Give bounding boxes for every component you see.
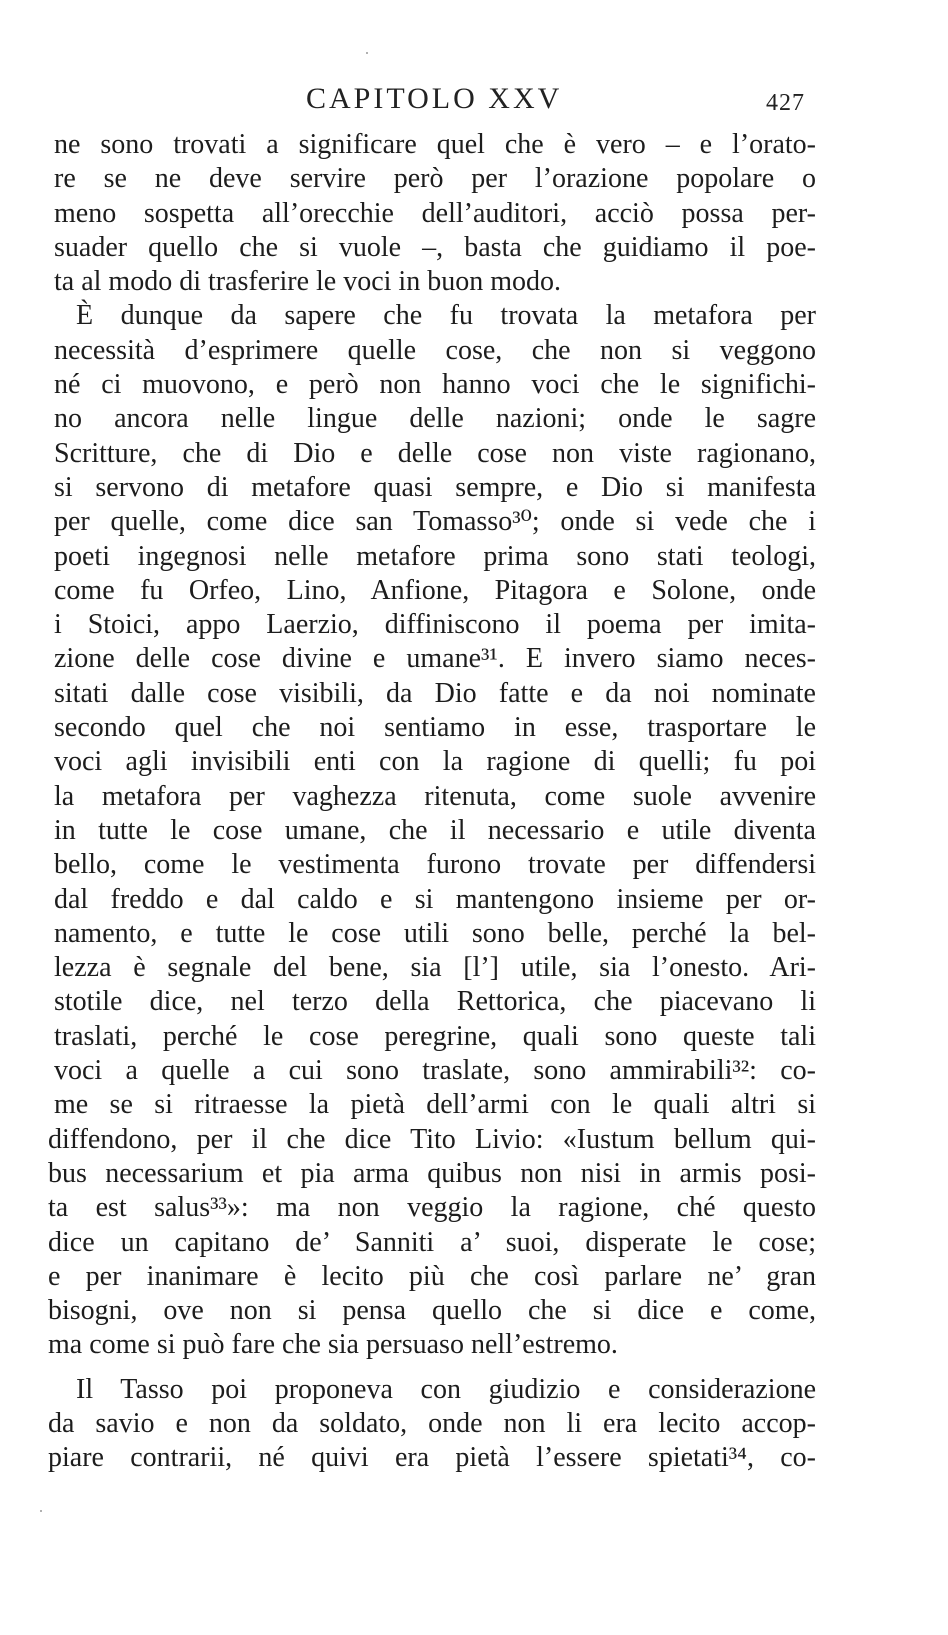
text-line: È dunque da sapere che fu trovata la metafora per (76, 300, 816, 332)
text-line: si servono di metafore quasi sempre, e Dio si manifesta (54, 471, 816, 503)
scan-speck (40, 1510, 42, 1512)
text-line: zione delle cose divine e umane³¹. E invero siamo neces- (54, 643, 816, 675)
page-number: 427 (766, 90, 805, 116)
text-line: suader quello che si vuole –, basta che guidiamo il poe- (54, 231, 816, 263)
text-line: voci a quelle a cui sono traslate, sono ammirabili³²: co- (54, 1055, 816, 1087)
text-line: Scritture, che di Dio e delle cose non viste ragionano, (54, 437, 816, 469)
text-line: necessità d’esprimere quelle cose, che non si veggono (54, 334, 816, 366)
text-line: per quelle, come dice san Tomasso³⁰; onde si vede che i (54, 506, 816, 538)
text-line: poeti ingegnosi nelle metafore prima sono stati teologi, (54, 540, 816, 572)
text-line: i Stoici, appo Laerzio, diffiniscono il poema per imita- (54, 609, 816, 641)
running-head: CAPITOLO XXV (306, 82, 563, 115)
text-line: bisogni, ove non si pensa quello che si dice e come, (48, 1295, 816, 1327)
text-line: lezza è segnale del bene, sia [l’] utile, sia l’onesto. Ari- (54, 952, 816, 984)
text-line: dice un capitano de’ Sanniti a’ suoi, disperate le cose; (48, 1226, 816, 1258)
scan-speck (366, 52, 368, 54)
paragraph-1 (46, 128, 816, 299)
text-line: diffendono, per il che dice Tito Livio: «Iustum bellum qui- (48, 1123, 816, 1155)
text-line: re se ne deve servire però per l’orazione popolare o (54, 163, 816, 195)
text-line: namento, e tutte le cose utili sono belle, perché la bel- (54, 917, 816, 949)
text-line: piare contrarii, né quivi era pietà l’essere spietati³⁴, co- (48, 1442, 816, 1474)
text-line: stotile dice, nel terzo della Rettorica, che piacevano li (54, 986, 816, 1018)
text-line: voci agli invisibili enti con la ragione di quelli; fu poi (54, 746, 816, 778)
text-line: come fu Orfeo, Lino, Anfione, Pitagora e Solone, onde (54, 574, 816, 606)
page-body (46, 128, 816, 1476)
text-line: ma come si può fare che sia persuaso nell’estremo. (48, 1329, 618, 1361)
text-line: meno sospetta all’orecchie dell’auditori, acciò possa per- (54, 197, 816, 229)
text-line: dal freddo e dal caldo e si mantengono insieme per or- (54, 883, 816, 915)
paragraph-3 (46, 1373, 816, 1476)
paragraph-2 (46, 299, 816, 1362)
text-line: la metafora per vaghezza ritenuta, come suole avvenire (54, 780, 816, 812)
text-line: me se si ritraesse la pietà dell’armi con le quali altri si (54, 1089, 816, 1121)
text-line: né ci muovono, e però non hanno voci che le significhi- (54, 369, 816, 401)
text-line: da savio e non da soldato, onde non li era lecito accop- (48, 1407, 816, 1439)
text-line: no ancora nelle lingue delle nazioni; onde le sagre (54, 403, 816, 435)
text-line: Il Tasso poi proponeva con giudizio e considerazione (76, 1373, 816, 1405)
text-line: secondo quel che noi sentiamo in esse, trasportare le (54, 712, 816, 744)
text-line: ne sono trovati a significare quel che è vero – e l’orato- (54, 129, 816, 160)
page-header (0, 80, 948, 120)
text-line: traslati, perché le cose peregrine, quali sono queste tali (54, 1020, 816, 1052)
text-line: ta est salus³³»: ma non veggio la ragione, ché questo (48, 1192, 816, 1224)
text-line: sitati dalle cose visibili, da Dio fatte e da noi nominate (54, 677, 816, 709)
text-line: ta al modo di trasferire le voci in buon modo. (54, 266, 561, 298)
text-line: bello, come le vestimenta furono trovate per diffendersi (54, 849, 816, 881)
text-line: in tutte le cose umane, che il necessario e utile diventa (54, 814, 816, 846)
text-line: e per inanimare è lecito più che così parlare ne’ gran (48, 1260, 816, 1292)
text-line: bus necessarium et pia arma quibus non nisi in armis posi- (48, 1157, 816, 1189)
